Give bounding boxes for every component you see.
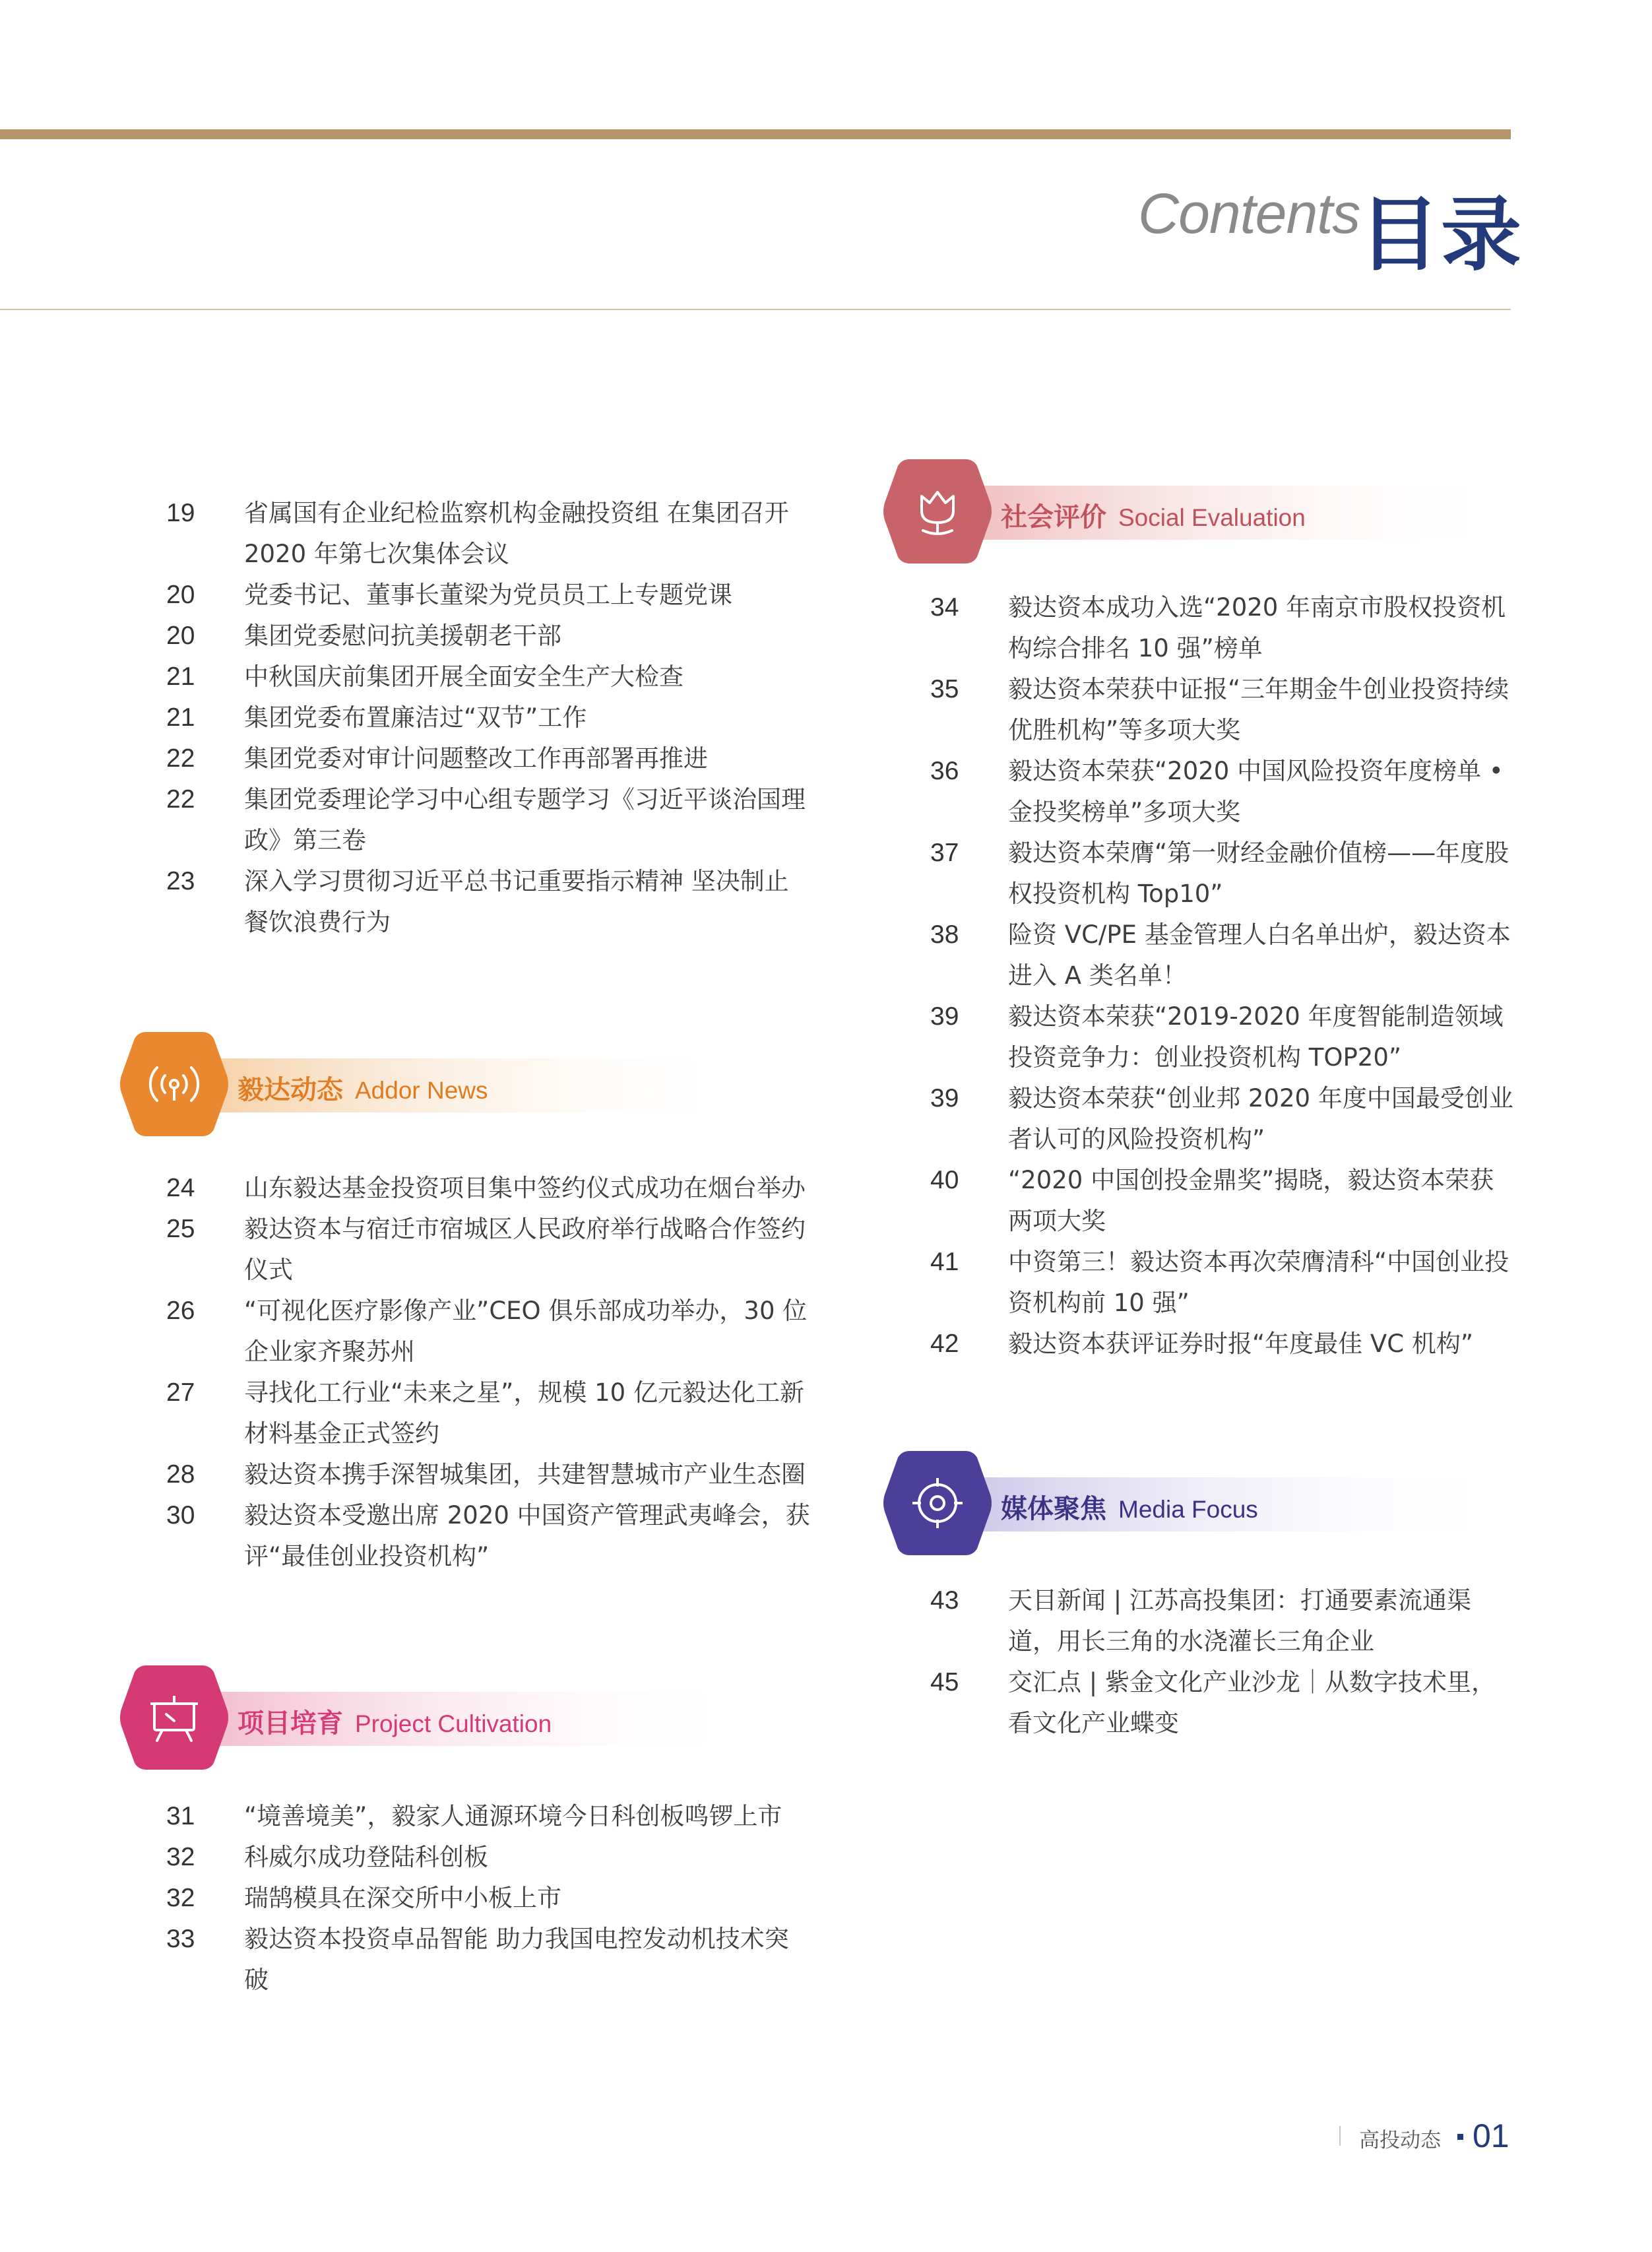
section-title-zh: 毅达动态 [238,1075,343,1105]
toc-entry[interactable] [930,915,1517,996]
toc-entry-title: 毅达资本与宿迁市宿城区人民政府举行战略合作签约仪式 [244,1215,806,1284]
toc-entry[interactable] [166,697,813,738]
toc-entry-title: 中秋国庆前集团开展全面安全生产大检查 [244,662,683,691]
toc-entry[interactable] [930,1242,1517,1324]
toc-list-media-focus [930,1580,1517,1744]
toc-entry[interactable] [930,833,1517,915]
presentation-board-icon [119,1663,230,1772]
toc-list-party [166,493,813,943]
toc-entry[interactable] [166,1454,813,1495]
toc-entry[interactable] [166,1495,813,1577]
toc-entry[interactable] [930,1324,1517,1365]
toc-page-number: 38 [930,920,959,949]
toc-entry-title: 深入学习贯彻习近平总书记重要指示精神 坚决制止餐饮浪费行为 [244,867,789,936]
toc-entry-title: 毅达资本携手深智城集团，共建智慧城市产业生态圈 [244,1460,806,1489]
toc-page-number: 27 [166,1378,195,1407]
toc-entry-title: 集团党委布置廉洁过“双节”工作 [244,703,587,732]
footer-label: 高投动态 [1359,2129,1441,2152]
toc-entry[interactable] [166,575,813,616]
header-rule [0,129,1511,139]
toc-page-number: 22 [166,785,195,814]
toc-entry-title: 毅达资本荣获“2019-2020 年度智能制造领域投资竞争力：创业投资机构 TOP20” [1008,1002,1504,1072]
toc-entry-title: 毅达资本投资卓品智能 助力我国电控发动机技术突破 [244,1925,789,1994]
toc-entry[interactable] [166,657,813,697]
toc-page-number: 31 [166,1802,195,1830]
section-title [238,1702,552,1740]
toc-entry[interactable] [166,1209,813,1291]
toc-page-number: 41 [930,1248,959,1276]
toc-entry-title: 省属国有企业纪检监察机构金融投资组 在集团召开2020 年第七次集体会议 [244,499,789,568]
section-title-zh: 媒体聚焦 [1001,1494,1106,1524]
toc-page-number: 32 [166,1843,195,1871]
target-icon [882,1448,993,1558]
broadcast-icon [119,1029,230,1139]
toc-page-number: 43 [930,1586,959,1615]
toc-entry[interactable] [930,751,1517,833]
section-header-social-evaluation [882,457,1515,566]
section-title-zh: 社会评价 [1001,502,1106,532]
toc-entry-title: 山东毅达基金投资项目集中签约仪式成功在烟台举办 [244,1174,806,1202]
section-title [238,1069,488,1107]
toc-entry-title: 集团党委理论学习中心组专题学习《习近平谈治国理政》第三卷 [244,785,806,854]
section-title-en: Addor News [355,1077,488,1104]
toc-entry-title: “可视化医疗影像产业”CEO 俱乐部成功举办，30 位企业家齐聚苏州 [244,1297,808,1366]
toc-entry[interactable] [166,1372,813,1454]
toc-page-number: 28 [166,1460,195,1489]
toc-entry-title: 险资 VC/PE 基金管理人白名单出炉，毅达资本进入 A 类名单！ [1008,920,1511,990]
toc-entry[interactable] [166,1878,813,1919]
page-number: 01 [1473,2117,1509,2154]
toc-entry[interactable] [930,996,1517,1078]
section-title [1001,1488,1258,1526]
section-header-media-focus [882,1448,1548,1558]
toc-entry-title: 集团党委对审计问题整改工作再部署再推进 [244,744,708,773]
toc-page-number: 21 [166,662,195,691]
toc-page-number: 37 [930,839,959,867]
toc-page-number: 36 [930,757,959,785]
toc-page-number: 26 [166,1297,195,1325]
toc-entry[interactable] [930,669,1517,751]
toc-entry-title: 毅达资本成功入选“2020 年南京市股权投资机构综合排名 10 强”榜单 [1008,593,1506,662]
section-header-project-cultivation [119,1663,811,1772]
toc-list-project-cultivation [166,1796,813,2001]
toc-page-number: 21 [166,703,195,732]
toc-entry[interactable] [166,1796,813,1837]
toc-entry-title: 毅达资本荣获“创业邦 2020 年度中国最受创业者认可的风险投资机构” [1008,1084,1513,1153]
toc-page-number: 39 [930,1084,959,1112]
toc-page-number: 32 [166,1884,195,1912]
tulip-icon [882,457,993,566]
toc-entry[interactable] [930,1160,1517,1242]
toc-entry-title: 毅达资本获评证券时报“年度最佳 VC 机构” [1008,1330,1474,1358]
toc-entry[interactable] [166,779,813,861]
toc-entry-title: 天目新闻 | 江苏高投集团：打通要素流通渠道，用长三角的水浇灌长三角企业 [1008,1586,1471,1656]
toc-entry-title: 中资第三！毅达资本再次荣膺清科“中国创业投资机构前 10 强” [1008,1248,1509,1317]
toc-entry[interactable] [930,1078,1517,1160]
header-divider [0,309,1511,310]
toc-entry[interactable] [166,1837,813,1878]
section-title-en: Social Evaluation [1118,504,1306,531]
toc-entry-title: 科威尔成功登陆科创板 [244,1843,488,1871]
toc-page-number: 20 [166,581,195,609]
toc-entry[interactable] [166,738,813,779]
toc-entry-title: 交汇点 | 紫金文化产业沙龙｜从数字技术里，看文化产业蝶变 [1008,1668,1496,1737]
toc-entry-title: 毅达资本荣获“2020 中国风险投资年度榜单 • 金投奖榜单”多项大奖 [1008,757,1504,826]
toc-page-number: 34 [930,593,959,622]
toc-page-number: 45 [930,1668,959,1696]
toc-page-number: 33 [166,1925,195,1953]
toc-page-number: 20 [166,622,195,650]
toc-list-social-evaluation [930,587,1517,1365]
toc-entry[interactable] [166,1919,813,2001]
contents-title-zh: 目录 [1359,188,1523,282]
toc-entry[interactable] [166,861,813,943]
section-title-en: Project Cultivation [355,1710,552,1737]
toc-page-number: 30 [166,1501,195,1529]
section-title-zh: 项目培育 [238,1708,343,1739]
footer-separator [1339,2126,1341,2146]
section-header-addor-news [119,1029,811,1139]
toc-page-number: 42 [930,1330,959,1358]
toc-entry[interactable] [166,493,813,575]
toc-page-number: 39 [930,1002,959,1031]
toc-entry-title: “境善境美”，毅家人通源环境今日科创板鸣锣上市 [244,1802,782,1830]
toc-entry-title: 集团党委慰问抗美援朝老干部 [244,622,561,650]
toc-page-number: 25 [166,1215,195,1243]
toc-page-number: 35 [930,675,959,703]
toc-entry[interactable] [166,616,813,657]
toc-entry-title: 瑞鹄模具在深交所中小板上市 [244,1884,561,1912]
footer-bullet-icon [1457,2134,1463,2140]
toc-page-number: 22 [166,744,195,773]
section-title [1001,496,1306,534]
toc-entry-title: “2020 中国创投金鼎奖”揭晓，毅达资本荣获两项大奖 [1008,1166,1494,1235]
toc-entry-title: 党委书记、董事长董梁为党员员工上专题党课 [244,581,732,609]
toc-page-number: 24 [166,1174,195,1202]
toc-entry[interactable] [930,1662,1517,1744]
toc-entry-title: 毅达资本荣获中证报“三年期金牛创业投资持续优胜机构”等多项大奖 [1008,675,1509,744]
toc-entry[interactable] [930,1580,1517,1662]
section-title-en: Media Focus [1118,1496,1258,1523]
toc-entry[interactable] [166,1168,813,1209]
contents-title-en: Contents [1138,182,1360,245]
toc-entry-title: 寻找化工行业“未来之星”，规模 10 亿元毅达化工新材料基金正式签约 [244,1378,804,1448]
toc-page-number: 19 [166,499,195,527]
toc-page-number: 23 [166,867,195,895]
toc-entry[interactable] [166,1291,813,1372]
toc-entry-title: 毅达资本受邀出席 2020 中国资产管理武夷峰会，获评“最佳创业投资机构” [244,1501,810,1570]
toc-entry[interactable] [930,587,1517,669]
toc-entry-title: 毅达资本荣膺“第一财经金融价值榜——年度股权投资机构 Top10” [1008,839,1509,908]
toc-page-number: 40 [930,1166,959,1194]
toc-list-addor-news [166,1168,813,1577]
